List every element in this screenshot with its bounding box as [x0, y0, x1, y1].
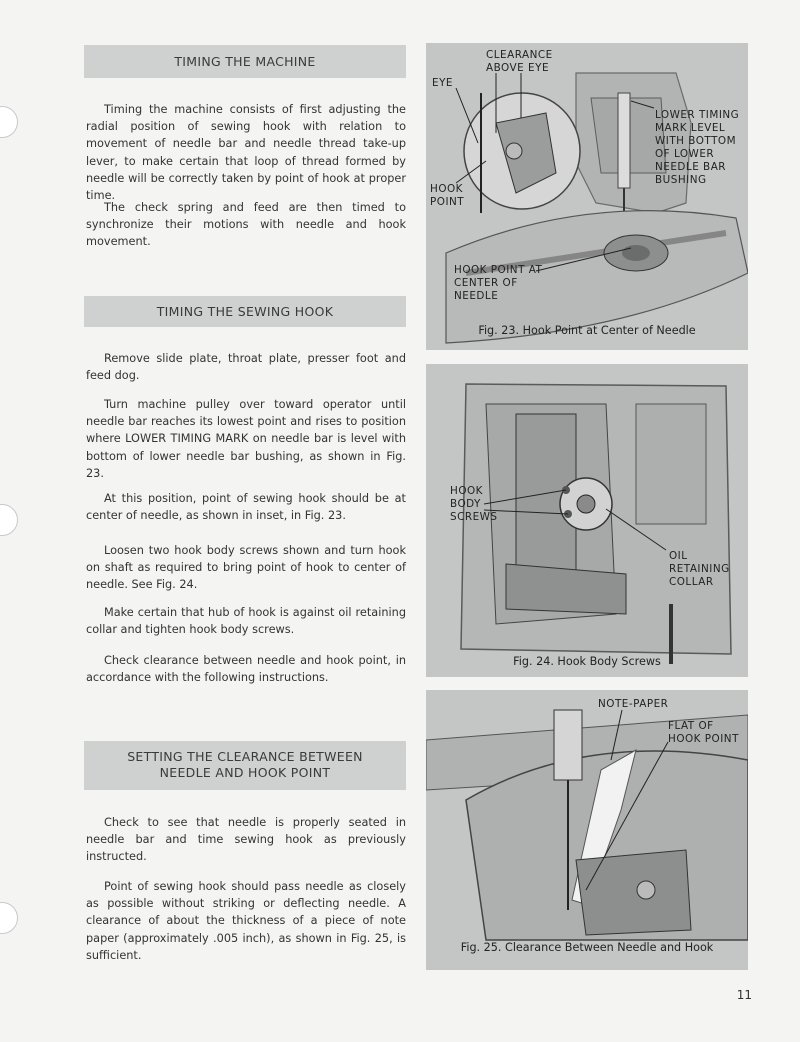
figure-23-caption: Fig. 23. Hook Point at Center of Needle — [478, 324, 696, 337]
binder-hole-top — [0, 106, 18, 138]
figure-23 — [426, 43, 748, 350]
paragraph: Make certain that hub of hook is against oil retaining collar and tighten hook body screws. — [86, 606, 406, 637]
paragraph: Check clearance between needle and hook point, in accordance with the following instructions. — [86, 654, 406, 685]
binder-hole-bottom — [0, 902, 18, 934]
figure-24-caption: Fig. 24. Hook Body Screws — [513, 655, 661, 668]
label-flat-of-hook-point: FLAT OF HOOK POINT — [668, 720, 739, 745]
figure-24 — [426, 364, 748, 677]
figure-25 — [426, 690, 748, 970]
label-hook-body-screws: HOOK BODY SCREWS — [450, 485, 498, 523]
heading-clearance — [84, 741, 406, 790]
paragraph: At this position, point of sewing hook should be at center of needle, as shown in inset, in Fig. 23. — [86, 492, 406, 523]
label-eye: EYE — [432, 77, 453, 89]
heading-timing-machine: TIMING THE MACHINE — [84, 45, 406, 78]
paragraph: Loosen two hook body screws shown and turn hook on shaft as required to bring point of hook to center of needle. See Fig. 24. — [86, 544, 406, 592]
paragraph: Turn machine pulley over toward operator until needle bar reaches its lowest point and rises to position where LOWER TIMING MARK on needle bar is level with bottom of lower needle bar bushing, as shown in Fig. 23. — [86, 398, 406, 480]
binder-hole-middle — [0, 504, 18, 536]
label-clearance-above-eye: CLEARANCE ABOVE EYE — [486, 49, 553, 74]
paragraph: The check spring and feed are then timed to synchronize their motions with needle and hook movement. — [86, 201, 406, 249]
label-lower-timing-mark: LOWER TIMING MARK LEVEL WITH BOTTOM OF LOWER NEEDLE BAR BUSHING — [655, 109, 740, 186]
figure-23-illustration — [426, 43, 748, 350]
label-note-paper: NOTE-PAPER — [598, 698, 669, 710]
heading-line: SETTING THE CLEARANCE BETWEEN — [127, 749, 363, 764]
label-hook-point: HOOK POINT — [430, 183, 465, 208]
paragraph: Point of sewing hook should pass needle as closely as possible without striking or deflecting needle. A clearance of about the thickness of a piece of note paper (approximately .005 inch), as shown in Fig. 25, is sufficient. — [86, 880, 406, 962]
heading-line: NEEDLE AND HOOK POINT — [159, 765, 331, 780]
paragraph: Remove slide plate, throat plate, presser foot and feed dog. — [86, 352, 406, 383]
label-oil-retaining-collar: OIL RETAINING COLLAR — [669, 550, 730, 588]
heading-timing-hook: TIMING THE SEWING HOOK — [84, 296, 406, 327]
page-number: 11 — [736, 988, 752, 1002]
figure-25-caption: Fig. 25. Clearance Between Needle and Hook — [460, 941, 714, 954]
paragraph: Timing the machine consists of first adjusting the radial position of sewing hook with relation to movement of needle bar and needle thread take-up lever, to make certain that loop of thread formed by needle will be correctly taken by point of hook at proper time. — [86, 103, 406, 203]
paragraph: Check to see that needle is properly seated in needle bar and time sewing hook as previously instructed. — [86, 816, 406, 864]
label-hook-point-center: HOOK POINT AT CENTER OF NEEDLE — [454, 264, 543, 302]
